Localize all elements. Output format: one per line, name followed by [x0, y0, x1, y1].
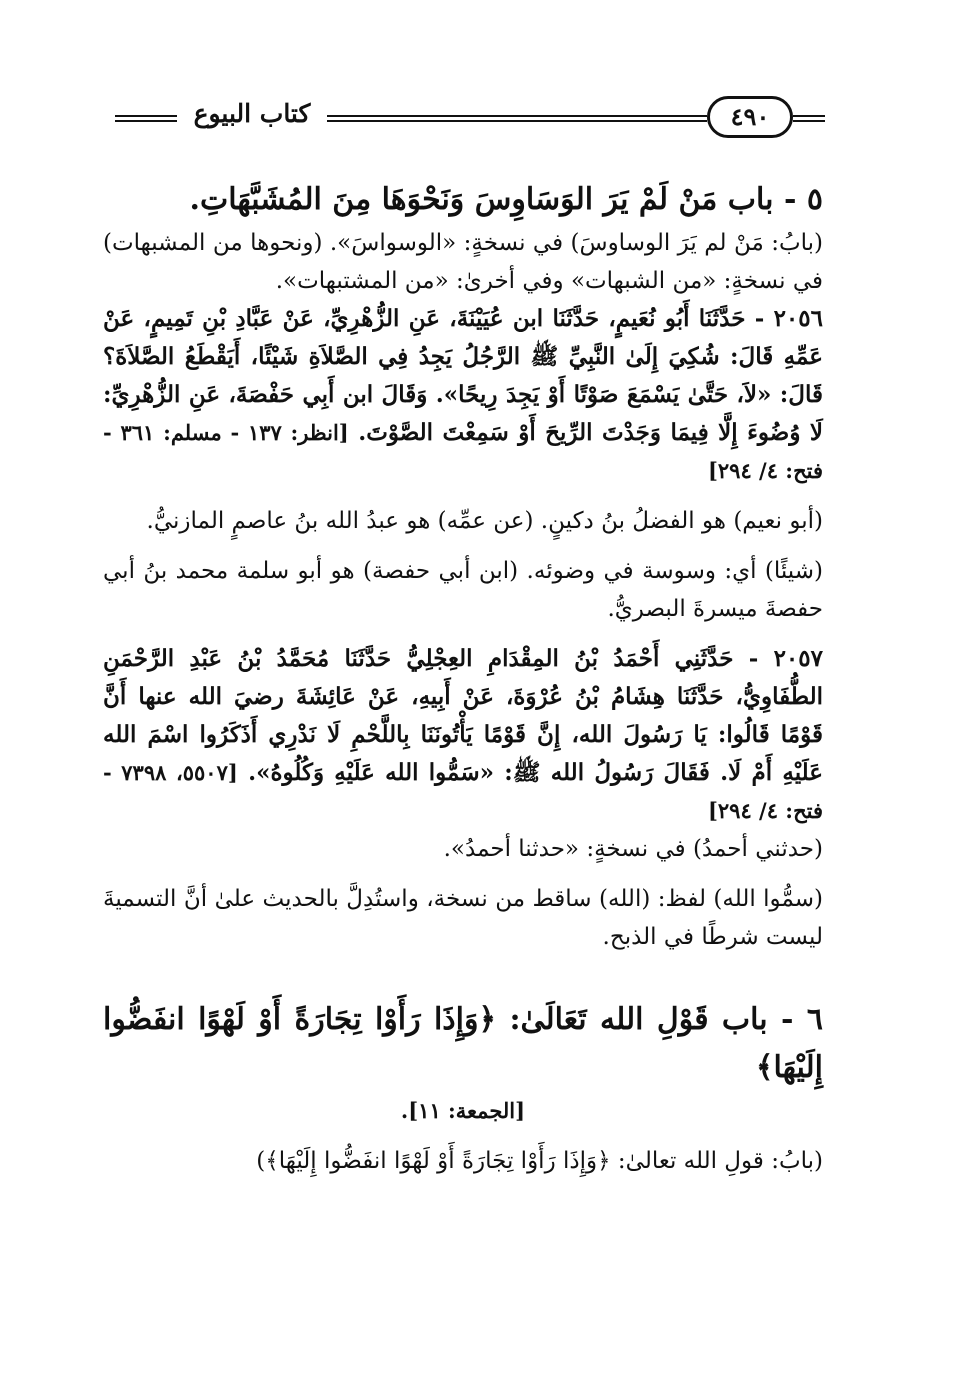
- commentary-note-1: (بابُ: مَنْ لم يَرَ الوساوسَ) في نسخةٍ: «الوسواسَ». (ونحوها من المشبهات) في نسخةٍ: «من الشبهات» وفي أخرىٰ: «من المشتبهات».: [103, 230, 823, 294]
- hadith-2057: [103, 640, 823, 830]
- hadith-2056-ref: [انظر: ١٣٧ - مسلم: ٣٦١ - فتح: ٤/ ٢٩٤]: [103, 420, 823, 483]
- commentary-note-4: (حدثني أحمدُ) في نسخةٍ: «حدثنا أحمدُ».: [443, 836, 823, 862]
- page-number: ٤٩٠: [707, 96, 793, 138]
- book-title: كتاب البيوع: [193, 99, 311, 128]
- commentary-note-3: (شيئًا) أي: وسوسة في وضوئه. (ابن أبي حفصة) هو أبو سلمة محمد بنُ أبي حفصةَ ميسرةَ البصريُّ.: [103, 558, 823, 622]
- page-body: [103, 176, 823, 1180]
- chapter-6-ref: [الجمعة: ١١].: [400, 1098, 526, 1123]
- hadith-2057-text: ٢٠٥٧ - حَدَّثَنِي أَحْمَدُ بْنُ المِقْدَامِ العِجْلِيُّ حَدَّثَنَا مُحَمَّدُ بْنُ عَبْدِ الرَّحْمَنِ الطُّفَاوِيُّ، حَدَّثَنَا هِشَامُ بْنُ عُرْوَةَ، عَنْ أَبِيهِ، عَنْ عَائِشَةَ رضيَ الله عنها أَنَّ قَوْمًا قَالُوا: يَا رَسُولَ الله، إِنَّ قَوْمًا يَأْتُونَنَا بِاللَّحْمِ لَا نَدْرِي أَذَكَرُوا اسْمَ الله عَلَيْهِ أَمْ لَا. فَقَالَ رَسُولُ الله ﷺ: «سَمُّوا الله عَلَيْهِ وَكُلُوهُ».: [103, 645, 824, 786]
- commentary-note-2: (أبو نعيم) هو الفضلُ بنُ دكينٍ. (عن عمِّه) هو عبدُ الله بنُ عاصمٍ المازنيُّ.: [146, 508, 823, 534]
- hadith-2056-text: ٢٠٥٦ - حَدَّثَنَا أَبُو نُعَيمٍ، حَدَّثَنَا ابن عُيَيْنَةَ، عَنِ الزُّهْرِيِّ، عَنْ عَبَّادِ بْنِ تَمِيمٍ، عَنْ عَمِّهِ قَالَ: شُكِيَ إِلَىٰ النَّبِيِّ ﷺ الرَّجُلُ يَجِدُ فِي الصَّلاَةِ شَيْئًا، أَيَقْطَعُ الصَّلاَةَ؟ قَالَ: «لاَ، حَتَّىٰ يَسْمَعَ صَوْتًا أَوْ يَجِدَ رِيحًا». وَقَالَ ابن أَبِي حَفْصَةَ، عَنِ الزُّهْرِيِّ: لَا وُضُوءَ إِلَّا فِيمَا وَجَدْتَ الرِّيحَ أَوْ سَمِعْتَ الصَّوْتَ.: [103, 305, 823, 446]
- running-header: [115, 96, 825, 146]
- commentary-note-5: (سمُّوا الله) لفظ: (الله) ساقط من نسخة، واستُدِلَّ بالحديث علىٰ أنَّ التسميةَ ليست شرطًا في الذبح.: [103, 886, 823, 950]
- header-rule-left: [115, 115, 177, 122]
- header-rule-right: [793, 115, 825, 122]
- commentary-note-6: (بابُ: قولِ الله تعالىٰ: ﴿وَإِذَا رَأَوْا تِجَارَةً أَوْ لَهْوًا انفَضُّوا إِلَيْهَا﴾): [256, 1148, 823, 1174]
- chapter-6-title: ٦ - باب قَوْلِ الله تَعَالَىٰ: ﴿وَإِذَا رَأَوْا تِجَارَةً أَوْ لَهْوًا انفَضُّوا إِلَيْهَا﴾: [103, 1002, 823, 1085]
- header-rule-middle: [327, 115, 707, 122]
- hadith-2056: [103, 300, 823, 490]
- hadith-2057-ref: [٥٥٠٧، ٧٣٩٨ - فتح: ٤/ ٢٩٤]: [103, 760, 823, 823]
- chapter-5-title: ٥ - باب مَنْ لَمْ يَرَ الوَسَاوِسَ وَنَحْوَهَا مِنَ المُشَبَّهَاتِ.: [189, 182, 823, 217]
